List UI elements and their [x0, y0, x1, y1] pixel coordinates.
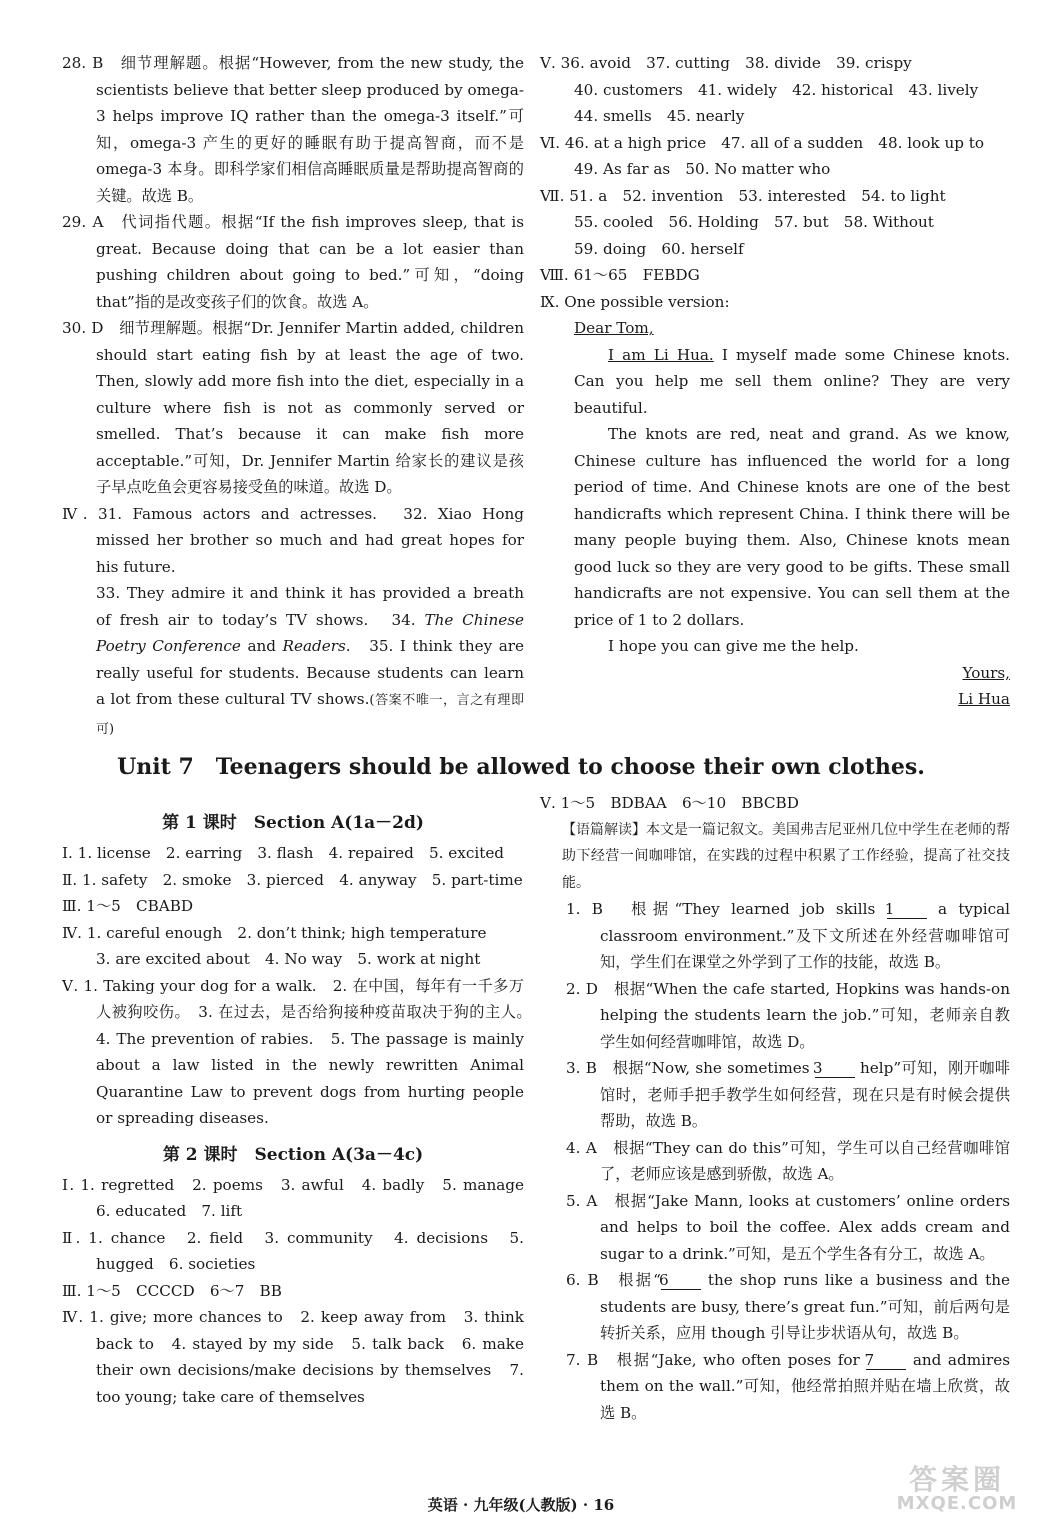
section-vi-line2: 49. As far as 50. No matter who	[574, 160, 831, 178]
letter-closing	[540, 660, 1010, 687]
lesson1-section-ii: Ⅱ. 1. safety 2. smoke 3. pierced 4. anyway 5. part-time	[62, 870, 523, 889]
letter-signature	[540, 686, 1010, 713]
section-iv-answers	[62, 501, 524, 581]
section-v-line3: 44. smells 45. nearly	[574, 107, 745, 125]
answer-30: 30. D 细节理解题。根据“Dr. Jennifer Martin added, children should start eating fish by at least the age of two. Then, slowly add more fish into the diet, especially in a culture where fish is not as commonly served or smelled. That’s because it can make fish more acceptable.”可知，Dr. Jennifer Martin 给家长的建议是孩子早点吃鱼会更容易接受鱼的味道。故选 D。	[62, 319, 524, 496]
lesson2-section-iv: Ⅳ. 1. give; more chances to 2. keep away from 3. think back to 4. stayed by my side 5. talk back 6. make their own decisions/make decisions by themselves 7. too young; take care of themselves	[62, 1308, 524, 1406]
lesson1-section-iii: Ⅲ. 1～5 CBABD	[62, 897, 194, 915]
blank-6: 6	[661, 1271, 701, 1290]
explanation-6-post: the shop runs like a business and the students are busy, there’s great fun.”可知，前后两句是转折关系，应用 though 引导让步状语从句，故选 B。	[600, 1271, 1010, 1342]
answer-29: 29. A 代词指代题。根据“If the fish improves sleep, that is great. Because doing that can be a lot easier than pushing children about going to bed.”可知，“doing that”指的是改变孩子们的饮食。故选 A。	[62, 213, 524, 311]
closing-text: Yours,	[962, 663, 1010, 682]
section-vi-line1: Ⅵ. 46. at a high price 47. all of a sudden 48. look up to	[540, 133, 985, 152]
section-iv-33-34: 33. They admire it and think it has provided a breath of fresh air to today’s TV shows. 34.	[96, 584, 524, 629]
letter-paragraph-1	[540, 342, 1010, 422]
paragraph-1-rest: I myself made some Chinese knots. Can you help me sell them online? They are very beautiful.	[574, 345, 1010, 417]
intro-sentence: I am Li Hua.	[608, 345, 714, 364]
watermark-logo	[882, 1463, 1032, 1528]
section-ix-heading: Ⅸ. One possible version:	[540, 292, 730, 311]
answers-column-top-right	[540, 50, 1010, 713]
lesson1-section-v: Ⅴ. 1. Taking your dog for a walk. 2. 在中国，每年有一千多万人被狗咬伤。 3. 在过去，是否给狗接种疫苗取决于狗的主人。 4. The prevention of rabies. 5. The passage is mainly about a law listed in the newly rewritten Animal Quarantine Law to prevent dogs from hurting people or spreading diseases.	[62, 976, 540, 1127]
section-vii-line1: Ⅶ. 51. a 52. invention 53. interested 54. to light	[540, 186, 946, 205]
answer-note: (答案不唯一，言之有理即可)	[96, 693, 524, 737]
answers-column-bottom-right	[540, 790, 1010, 1426]
section-v-line1: Ⅴ. 36. avoid 37. cutting 38. divide 39. crispy	[540, 54, 912, 72]
section-v-answer-key: Ⅴ. 1～5 BDBAA 6～10 BBCBD	[540, 794, 799, 812]
blank-3: 3	[815, 1059, 855, 1078]
passage-analysis: 【语篇解读】本文是一篇记叙文。美国弗吉尼亚州几位中学生在老师的帮助下经营一间咖啡馆，在实践的过程中积累了工作经验，提高了社交技能。	[562, 821, 1010, 891]
letter-greeting	[540, 315, 1010, 342]
lesson1-section-iv-line1: Ⅳ. 1. careful enough 2. don’t think; high temperature	[62, 923, 487, 942]
lesson1-section-i: Ⅰ. 1. license 2. earring 3. flash 4. repaired 5. excited	[62, 844, 505, 862]
explanation-4: 4. A 根据“They can do this”可知，学生可以自己经营咖啡馆了，老师应该是感到骄傲，故选 A。	[566, 1138, 1010, 1183]
watermark-bottom: MXQE.COM	[896, 1493, 1018, 1514]
section-iv-31-32: Ⅳ. 31. Famous actors and actresses. 32. Xiao Hong missed her brother so much and had great hopes for his future.	[62, 504, 524, 576]
section-iv-35: . 35. I think they are really useful for students. Because students can learn a lot from these cultural TV shows.	[96, 637, 525, 708]
lesson2-section-ii: Ⅱ. 1. chance 2. field 3. community 4. decisions 5. hugged 6. societies	[62, 1228, 524, 1273]
letter-paragraph-2: The knots are red, neat and grand. As we know, Chinese culture has influenced the world for a long period of time. And Chinese knots are one of the best handicrafts which represent China. I think there will be many people buying them. Also, Chinese knots mean good luck so they are very good to be gifts. These small handicrafts are not expensive. You can sell them at the price of 1 to 2 dollars.	[574, 425, 1010, 629]
unit-title: Unit 7 Teenagers should be allowed to choose their own clothes.	[117, 754, 925, 780]
answers-column-bottom-left	[62, 806, 540, 1410]
lesson-2-heading: 第 2 课时 Section A(3a－4c)	[162, 1144, 424, 1165]
section-viii: Ⅷ. 61～65 FEBDG	[540, 266, 700, 284]
explanation-3-pre: 3. B 根据“Now, she sometimes	[566, 1059, 815, 1077]
lesson2-section-i: Ⅰ. 1. regretted 2. poems 3. awful 4. badly 5. manage 6. educated 7. lift	[62, 1175, 540, 1220]
explanation-7-pre: 7. B 根据“Jake, who often poses for	[566, 1350, 867, 1369]
watermark-top: 答案圈	[908, 1463, 1005, 1496]
explanation-3	[540, 1055, 1010, 1135]
section-vii-line2: 55. cooled 56. Holding 57. but 58. Without	[574, 213, 934, 231]
explanation-6	[540, 1267, 1010, 1347]
and-word: and	[240, 637, 283, 655]
explanation-3-post: help”可知，刚开咖啡馆时，老师手把手教学生如何经营，现在只是有时候会提供帮助，故选 B。	[600, 1059, 1010, 1130]
lesson2-section-iii: Ⅲ. 1～5 CCCCD 6～7 BB	[62, 1281, 282, 1300]
explanation-5: 5. A 根据“Jake Mann, looks at customers’ online orders and helps to boil the coffee. Alex adds cream and sugar to a drink.”可知，是五个学生各有分工，故选 A。	[566, 1191, 1010, 1263]
explanation-2: 2. D 根据“When the cafe started, Hopkins was hands-on helping the students learn the job.”可知，老师亲自教学生如何经营咖啡馆，故选 D。	[566, 979, 1010, 1051]
section-v-line2: 40. customers 41. widely 42. historical 43. lively	[574, 80, 979, 99]
blank-1: 1	[887, 900, 927, 919]
page-footer: 英语 · 九年级(人教版) · 16	[427, 1496, 615, 1514]
explanation-7	[540, 1347, 1010, 1427]
letter-paragraph-3: I hope you can give me the help.	[608, 637, 859, 655]
program-title-1: The Chinese Poetry Conference	[96, 610, 524, 655]
section-iv-answers-cont	[62, 580, 524, 743]
explanation-1-pre: 1. B 根据“They learned job skills	[566, 900, 887, 918]
answers-column-top-left	[62, 50, 524, 743]
explanation-1-post: a typical classroom environment.”及下文所述在外经营咖啡馆可知，学生们在课堂之外学到了工作的技能，故选 B。	[600, 900, 1011, 971]
greeting-text: Dear Tom,	[574, 319, 654, 337]
answer-28: 28. B 细节理解题。根据“However, from the new study, the scientists believe that better sleep produced by omega-3 helps improve IQ rather than the omega-3 itself.”可知，omega-3 产生的更好的睡眠有助于提高智商，而不是 omega-3 本身。即科学家们相信高睡眠质量是帮助提高智商的关键。故选 B。	[62, 54, 524, 205]
signature-text: Li Hua	[958, 690, 1010, 708]
blank-7: 7	[866, 1351, 906, 1370]
explanation-1	[540, 896, 1010, 976]
program-title-2: Readers	[282, 637, 346, 655]
explanation-6-pre: 6. B 根据“	[566, 1271, 661, 1289]
lesson-1-heading: 第 1 课时 Section A(1a－2d)	[162, 813, 424, 833]
explanation-7-post: and admires them on the wall.”可知，他经常拍照并贴在墙上欣赏，故选 B。	[600, 1350, 1010, 1422]
lesson1-section-iv-line2: 3. are excited about 4. No way 5. work at night	[96, 950, 481, 968]
section-vii-line3: 59. doing 60. herself	[574, 239, 744, 258]
